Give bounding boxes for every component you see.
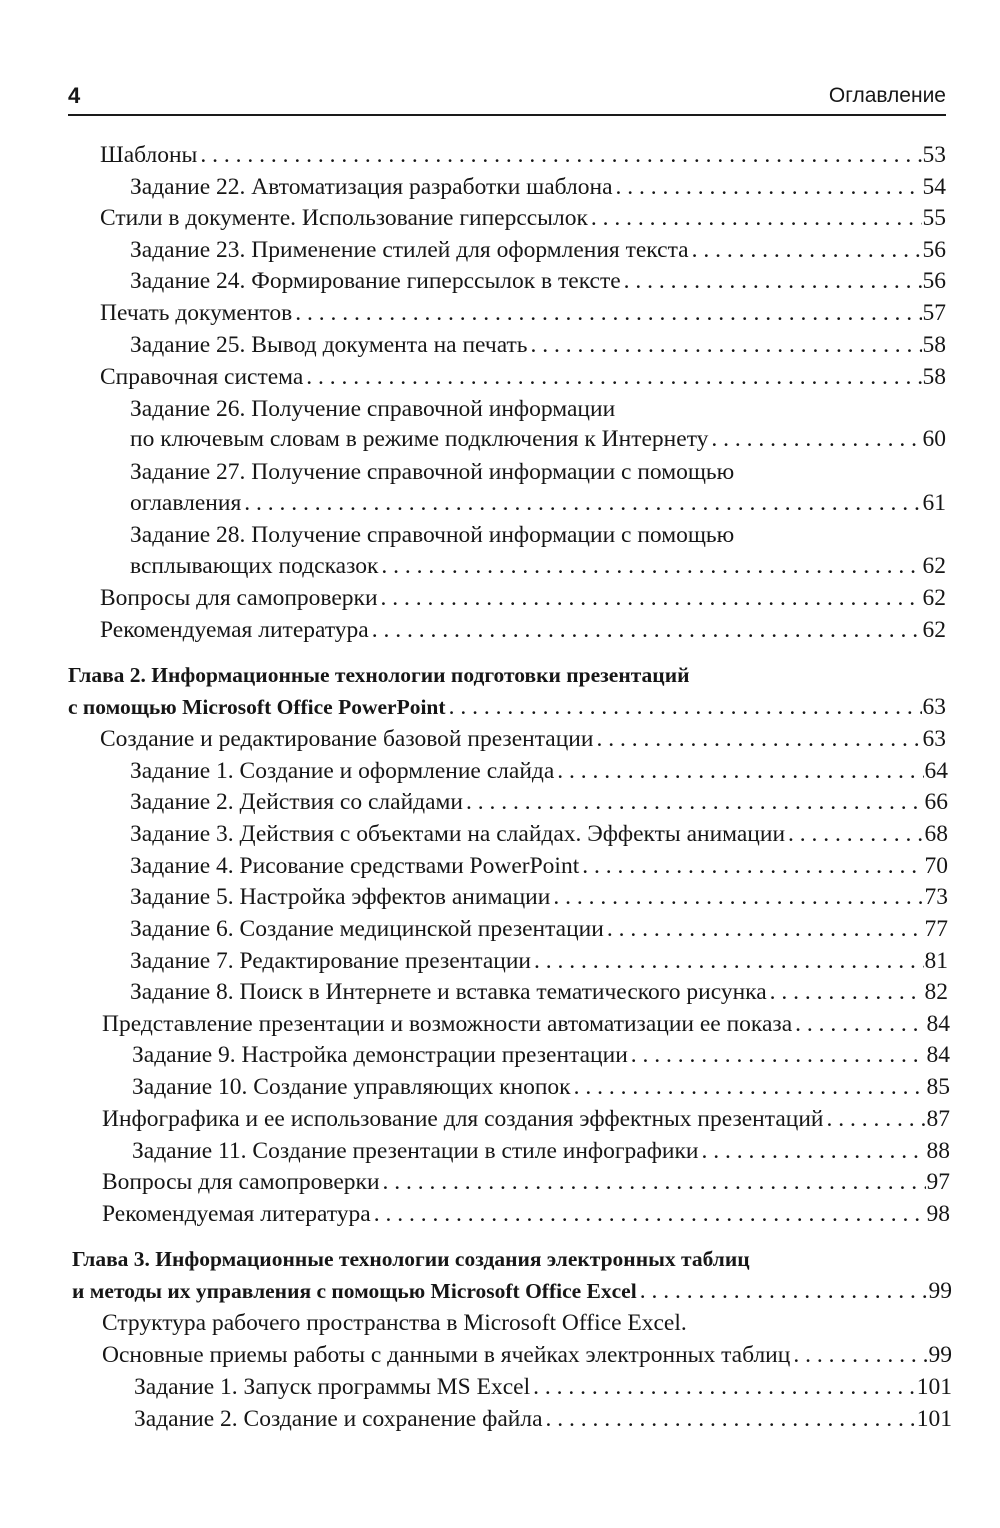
toc-entry-title: и методы их управления с помощью Microsoft Office Excel <box>72 1279 637 1303</box>
toc-entry-title: Задание 5. Настройка эффектов анимации <box>130 884 551 910</box>
dot-leader <box>557 756 923 786</box>
toc-entry-title: Задание 2. Действия со слайдами <box>130 789 463 815</box>
toc-entry-title: Задание 27. Получение справочной информации с помощью <box>130 459 735 485</box>
toc-entry <box>100 362 946 392</box>
toc-entry-title: Справочная система <box>100 364 304 390</box>
toc-entry-title: Задание 28. Получение справочной информации с помощью <box>130 522 735 548</box>
toc-entry-page: 60 <box>922 426 946 452</box>
toc-entry-title: Шаблоны <box>100 142 198 168</box>
dot-leader <box>640 1276 928 1306</box>
toc-entry-page: 70 <box>924 853 948 879</box>
toc-entry-title: Задание 1. Создание и оформление слайда <box>130 758 555 784</box>
toc-entry-page: 54 <box>922 174 946 200</box>
dot-leader <box>381 583 922 613</box>
dot-leader <box>607 914 924 944</box>
toc-entry <box>132 1136 950 1166</box>
toc-entry <box>130 551 946 581</box>
toc-entry <box>130 330 946 360</box>
toc-entry-title: Печать документов <box>100 300 293 326</box>
toc-entry <box>134 1404 952 1434</box>
toc-entry-title: Рекомендуемая литература <box>102 1201 371 1227</box>
toc-entry <box>100 140 946 170</box>
toc-entry-page: 63 <box>922 694 946 720</box>
toc-entry <box>130 457 946 487</box>
toc-entry-title: Задание 8. Поиск в Интернете и вставка тематического рисунка <box>130 979 767 1005</box>
dot-leader <box>591 203 922 233</box>
toc-entry-title: Вопросы для самопроверки <box>100 585 378 611</box>
dot-leader <box>788 819 923 849</box>
dot-leader <box>711 424 921 454</box>
toc-entry <box>130 488 946 518</box>
dot-leader <box>574 1072 926 1102</box>
toc-entry-title: Задание 4. Рисование средствами PowerPoint <box>130 853 580 879</box>
toc-entry <box>130 819 948 849</box>
toc-entry-title: Задание 24. Формирование гиперссылок в тексте <box>130 268 621 294</box>
toc-entry-title: Инфографика и ее использование для создания эффектных презентаций <box>102 1106 824 1132</box>
dot-leader <box>200 140 921 170</box>
toc-entry <box>130 266 946 296</box>
toc-entry <box>102 1199 950 1229</box>
toc-entry <box>130 787 948 817</box>
toc-entry-page: 61 <box>922 490 946 516</box>
toc-entry-page: 77 <box>924 916 948 942</box>
dot-leader <box>770 977 924 1007</box>
toc-entry <box>102 1009 950 1039</box>
toc-entry-page: 84 <box>926 1042 950 1068</box>
toc-entry-page: 62 <box>922 553 946 579</box>
toc-entry-title: Задание 9. Настройка демонстрации презентации <box>132 1042 628 1068</box>
toc-entry-title: Глава 3. Информационные технологии создания электронных таблиц <box>72 1247 750 1271</box>
toc-entry-title: Задание 2. Создание и сохранение файла <box>134 1406 543 1432</box>
dot-leader <box>295 298 921 328</box>
toc-entry-title: Структура рабочего пространства в Microsoft Office Excel. <box>102 1310 687 1336</box>
toc-entry <box>130 235 946 265</box>
toc-entry-title: Задание 26. Получение справочной информации <box>130 396 616 422</box>
dot-leader <box>793 1340 927 1370</box>
toc-entry <box>100 583 946 613</box>
toc-entry-page: 85 <box>926 1074 950 1100</box>
toc-entry-title: Задание 3. Действия с объектами на слайдах. Эффекты анимации <box>130 821 786 847</box>
toc-entry-title: Стили в документе. Использование гиперссылок <box>100 205 588 231</box>
toc-entry-page: 73 <box>924 884 948 910</box>
dot-leader <box>616 172 922 202</box>
running-title: Оглавление <box>828 84 946 107</box>
toc-entry-page: 66 <box>924 789 948 815</box>
toc-entry-page: 58 <box>922 364 946 390</box>
toc-entry-page: 87 <box>926 1106 950 1132</box>
dot-leader <box>582 851 923 881</box>
toc-entry-page: 63 <box>922 726 946 752</box>
toc-entry-page: 99 <box>928 1342 952 1368</box>
toc-entry <box>130 172 946 202</box>
toc-entry-page: 68 <box>924 821 948 847</box>
dot-leader <box>702 1136 926 1166</box>
dot-leader <box>596 724 921 754</box>
dot-leader <box>692 235 922 265</box>
toc-entry-title: Задание 6. Создание медицинской презентации <box>130 916 604 942</box>
toc-entry-title: Создание и редактирование базовой презентации <box>100 726 594 752</box>
toc-entry <box>130 424 946 454</box>
chapter-heading <box>72 1244 952 1274</box>
toc-entry <box>132 1040 950 1070</box>
toc-entry-title: Задание 23. Применение стилей для оформления текста <box>130 237 689 263</box>
dot-leader <box>546 1404 916 1434</box>
dot-leader <box>553 882 923 912</box>
toc-entry <box>102 1167 950 1197</box>
toc-entry-page: 88 <box>926 1138 950 1164</box>
dot-leader <box>381 551 921 581</box>
toc-entry-page: 98 <box>926 1201 950 1227</box>
dot-leader <box>383 1167 926 1197</box>
toc-entry-page: 84 <box>926 1011 950 1037</box>
dot-leader <box>449 692 922 722</box>
dot-leader <box>624 266 922 296</box>
toc-entry-page: 97 <box>926 1169 950 1195</box>
toc-entry-page: 101 <box>916 1374 952 1400</box>
running-header <box>68 78 946 116</box>
toc-entry-title: Рекомендуемая литература <box>100 617 369 643</box>
dot-leader <box>466 787 924 817</box>
toc-entry <box>102 1104 950 1134</box>
dot-leader <box>306 362 921 392</box>
toc-entry-title: по ключевым словам в режиме подключения к Интернету <box>130 426 709 452</box>
toc-entry-page: 82 <box>924 979 948 1005</box>
toc-entry <box>132 1072 950 1102</box>
toc-entry <box>100 203 946 233</box>
toc-entry-page: 99 <box>928 1278 952 1304</box>
toc-entry-page: 62 <box>922 617 946 643</box>
toc-entry-title: Задание 7. Редактирование презентации <box>130 948 531 974</box>
toc-entry-title: всплывающих подсказок <box>130 553 379 579</box>
toc-entry <box>130 977 948 1007</box>
page-number: 4 <box>68 83 81 108</box>
dot-leader <box>795 1009 925 1039</box>
toc-entry-title: Глава 2. Информационные технологии подготовки презентаций <box>68 663 690 687</box>
toc-entry <box>100 724 946 754</box>
toc-entry <box>130 756 948 786</box>
dot-leader <box>533 1372 916 1402</box>
toc-entry-title: Задание 11. Создание презентации в стиле инфографики <box>132 1138 699 1164</box>
toc-entry-title: Задание 22. Автоматизация разработки шаблона <box>130 174 613 200</box>
toc-entry-page: 56 <box>922 237 946 263</box>
toc-entry <box>130 394 946 424</box>
toc-entry-title: Задание 10. Создание управляющих кнопок <box>132 1074 571 1100</box>
toc-entry-title: Задание 25. Вывод документа на печать <box>130 332 528 358</box>
toc-entry-page: 81 <box>924 948 948 974</box>
toc-entry-title: Основные приемы работы с данными в ячейках электронных таблиц <box>102 1342 791 1368</box>
toc-entry-title: Задание 1. Запуск программы MS Excel <box>134 1374 531 1400</box>
toc-entry-title: с помощью Microsoft Office PowerPoint <box>68 695 446 719</box>
dot-leader <box>534 946 924 976</box>
toc-entry-title: Представление презентации и возможности автоматизации ее показа <box>102 1011 793 1037</box>
toc-entry-page: 55 <box>922 205 946 231</box>
toc-entry-page: 56 <box>922 268 946 294</box>
toc-entry <box>102 1308 952 1338</box>
toc-entry <box>102 1340 952 1370</box>
toc-entry <box>134 1372 952 1402</box>
chapter-heading <box>68 692 946 722</box>
toc-entry <box>130 520 946 550</box>
dot-leader <box>826 1104 925 1134</box>
toc-entry-page: 62 <box>922 585 946 611</box>
toc-entry <box>130 882 948 912</box>
toc-entry <box>100 615 946 645</box>
toc-entry-page: 53 <box>922 142 946 168</box>
toc-entry-title: Вопросы для самопроверки <box>102 1169 380 1195</box>
toc-entry-page: 64 <box>924 758 948 784</box>
dot-leader <box>372 615 922 645</box>
toc-entry <box>130 851 948 881</box>
dot-leader <box>631 1040 926 1070</box>
toc-entry-page: 58 <box>922 332 946 358</box>
dot-leader <box>531 330 922 360</box>
toc-entry-title: оглавления <box>130 490 242 516</box>
toc-entry-page: 101 <box>916 1406 952 1432</box>
chapter-heading <box>72 1276 952 1306</box>
toc-entry <box>130 914 948 944</box>
dot-leader <box>244 488 921 518</box>
dot-leader <box>374 1199 926 1229</box>
toc-entry <box>130 946 948 976</box>
toc-entry-page: 57 <box>922 300 946 326</box>
toc-entry <box>100 298 946 328</box>
chapter-heading <box>68 660 946 690</box>
